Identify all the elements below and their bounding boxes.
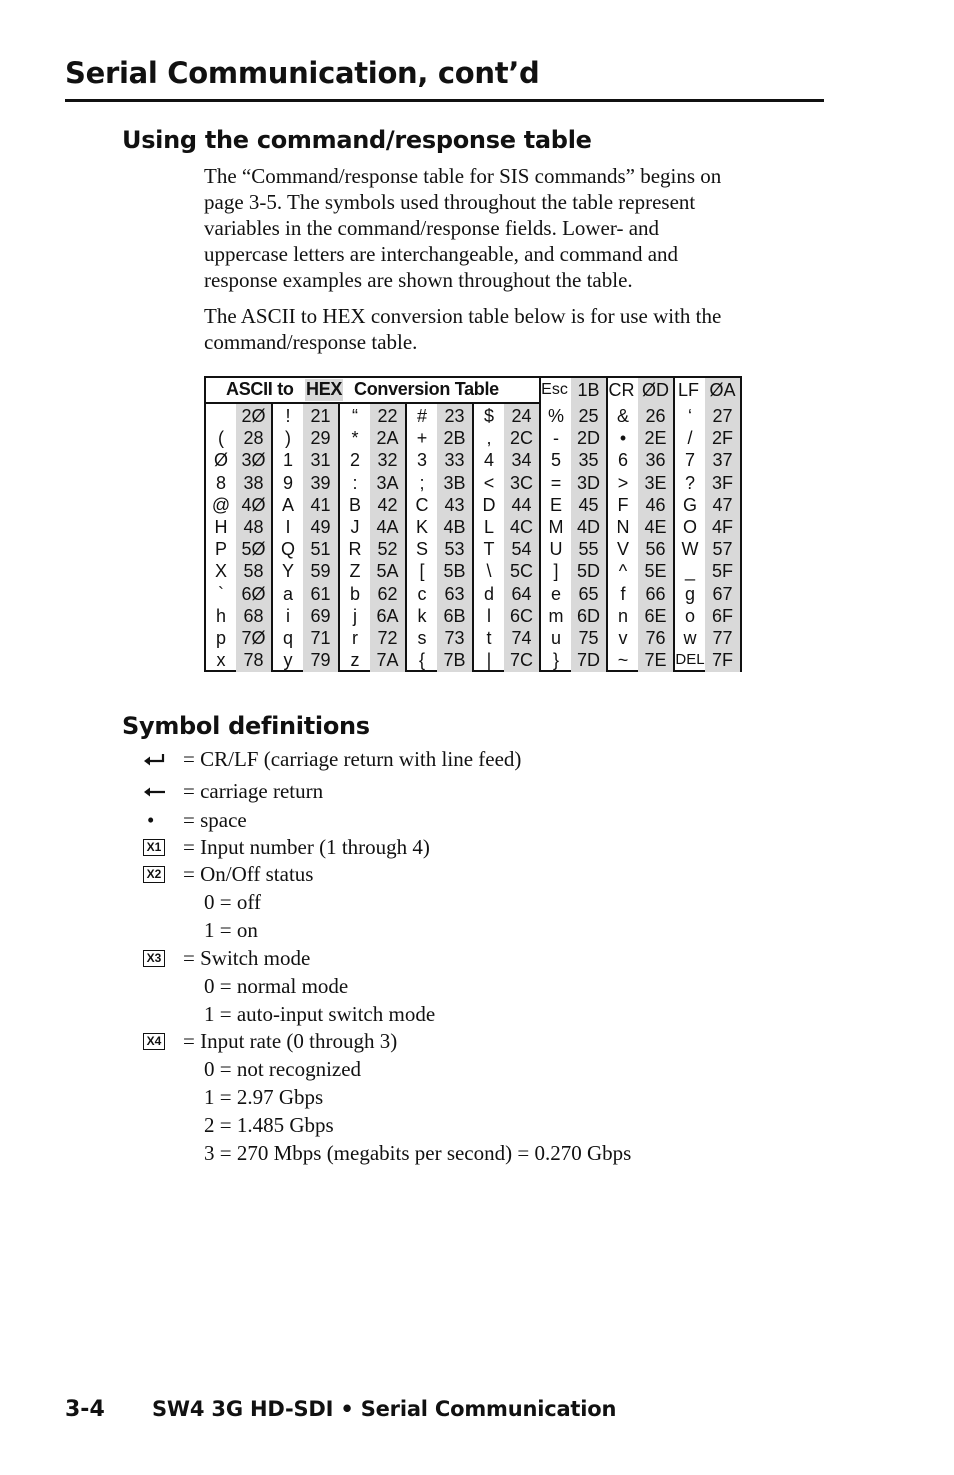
control-code-char: CR <box>608 380 635 400</box>
hex-value-cell: 4Ø <box>241 494 266 515</box>
hex-value-cell: 76 <box>645 628 666 648</box>
hex-value-cell: 31 <box>310 450 331 471</box>
hex-value-cell: 39 <box>310 472 331 493</box>
ascii-hex-table <box>204 376 742 672</box>
space-symbol: • <box>147 808 155 832</box>
hex-value-cell: 5E <box>644 561 667 582</box>
ascii-char-cell: O <box>682 517 697 537</box>
ascii-char-cell: P <box>214 539 227 560</box>
hex-value-cell: 59 <box>310 561 331 582</box>
hex-value-cell: 6F <box>711 605 733 626</box>
hex-value-cell: 67 <box>712 583 733 604</box>
ascii-char-cell: g <box>684 583 695 604</box>
hex-value-cell: 69 <box>310 605 331 626</box>
hex-value-cell: 44 <box>511 494 532 515</box>
ascii-char-cell: ( <box>218 428 224 449</box>
hex-value-cell: 5C <box>509 561 533 582</box>
ascii-char-cell: k <box>417 605 427 626</box>
x3-variable-box: X3 <box>143 950 165 967</box>
ascii-char-cell: h <box>215 605 226 626</box>
ascii-char-cell: n <box>617 605 628 626</box>
ascii-char-cell: c <box>417 583 427 604</box>
ascii-char-cell: E <box>549 494 562 515</box>
ascii-char-cell: v <box>618 628 628 648</box>
hex-value-cell: 57 <box>712 539 733 560</box>
ascii-char-cell: , <box>486 428 492 449</box>
text-line: The “Command/response table for SIS commands” begins on <box>204 164 722 188</box>
ascii-char-cell: ! <box>285 406 291 426</box>
hex-value-cell: 34 <box>511 450 532 471</box>
hex-value-cell: 77 <box>712 628 733 648</box>
x3-value: 0 = normal mode <box>204 974 349 998</box>
hex-value-cell: 54 <box>511 539 532 560</box>
ascii-char-cell: G <box>682 494 697 515</box>
hex-value-cell: 5D <box>576 561 600 582</box>
hex-value-cell: 32 <box>377 450 398 471</box>
ascii-char-cell: + <box>416 428 428 449</box>
carriage-return-icon <box>143 785 167 799</box>
ascii-char-cell: DEL <box>675 651 705 669</box>
x4-value: 2 = 1.485 Gbps <box>204 1113 334 1137</box>
ascii-char-cell: A <box>281 494 294 515</box>
ascii-char-cell: : <box>352 472 358 493</box>
hex-value-cell: 28 <box>243 428 264 449</box>
hex-value-cell: 7Ø <box>241 628 266 648</box>
hex-value-cell: 2E <box>644 428 667 449</box>
ascii-char-cell: [ <box>419 561 425 582</box>
ascii-char-cell: ] <box>553 561 559 582</box>
ascii-char-cell: b <box>349 583 360 604</box>
hex-value-cell: 33 <box>444 450 465 471</box>
ascii-char-cell: * <box>351 428 359 449</box>
hex-value-cell: 68 <box>243 605 264 626</box>
ascii-char-cell: K <box>415 517 428 537</box>
hex-value-cell: 24 <box>511 406 532 426</box>
hex-value-cell: 46 <box>645 494 666 515</box>
hex-value-cell: 6C <box>509 605 533 626</box>
hex-value-cell: 73 <box>444 628 465 648</box>
hex-value-cell: 2D <box>576 428 600 449</box>
x3-value: 1 = auto-input switch mode <box>204 1002 436 1026</box>
hex-value-cell: 7A <box>376 650 399 671</box>
ascii-char-cell: { <box>418 650 425 671</box>
section-heading-command-table: Using the command/response table <box>122 126 592 154</box>
hex-value-cell: 2B <box>443 428 466 449</box>
ascii-char-cell: } <box>552 650 559 671</box>
ascii-char-cell: - <box>553 428 559 449</box>
hex-value-cell: 41 <box>310 494 331 515</box>
hex-value-cell: 3C <box>509 472 533 493</box>
ascii-char-cell: W <box>681 539 699 560</box>
ascii-char-cell: “ <box>352 406 358 426</box>
hex-value-cell: 52 <box>377 539 398 560</box>
ascii-char-cell: B <box>348 494 361 515</box>
hex-value-cell: 3Ø <box>241 450 266 471</box>
ascii-char-cell: J <box>350 517 360 537</box>
header-conversion-table: Conversion Table <box>354 379 499 399</box>
x3-definition: = Switch mode <box>183 946 311 970</box>
ascii-char-cell: 7 <box>684 450 695 471</box>
control-code-char: LF <box>677 380 699 400</box>
hex-value-cell: 79 <box>310 650 331 671</box>
ascii-char-cell: d <box>483 583 494 604</box>
hex-value-cell: 2A <box>376 428 399 449</box>
ascii-char-cell: F <box>617 494 629 515</box>
hex-value-cell: 3A <box>376 472 399 493</box>
ascii-char-cell: ; <box>419 472 425 493</box>
hex-value-cell: 4A <box>376 517 399 537</box>
hex-value-cell: 21 <box>310 406 331 426</box>
ascii-char-cell: m <box>548 605 564 626</box>
hex-value-cell: 75 <box>578 628 599 648</box>
hex-value-cell: 7D <box>576 650 600 671</box>
x2-value: 0 = off <box>204 890 261 914</box>
ascii-char-cell: 4 <box>483 450 494 471</box>
ascii-char-cell: r <box>352 628 358 648</box>
x2-definition: = On/Off status <box>183 862 314 886</box>
hex-value-cell: 5F <box>711 561 733 582</box>
section-heading-symbols: Symbol definitions <box>122 712 370 740</box>
hex-value-cell: 51 <box>310 539 331 560</box>
crlf-definition: = CR/LF (carriage return with line feed) <box>183 747 522 771</box>
hex-value-cell: 66 <box>645 583 666 604</box>
ascii-char-cell: ` <box>218 583 224 604</box>
x4-definition: = Input rate (0 through 3) <box>183 1029 398 1053</box>
ascii-char-cell: < <box>483 472 495 493</box>
ascii-char-cell: ) <box>285 428 291 449</box>
hex-value-cell: 2C <box>509 428 533 449</box>
hex-value-cell: 78 <box>243 650 264 671</box>
control-code-hex: 1B <box>577 380 600 400</box>
hex-value-cell: 49 <box>310 517 331 537</box>
return-linefeed-icon <box>143 752 167 768</box>
ascii-char-cell: 6 <box>617 450 628 471</box>
hex-value-cell: 45 <box>578 494 599 515</box>
ascii-char-cell: # <box>416 406 427 426</box>
footer-document-title: SW4 3G HD-SDI • Serial Communication <box>152 1397 617 1421</box>
cr-definition: = carriage return <box>183 779 324 803</box>
control-code-char: Esc <box>541 381 568 398</box>
hex-value-cell: 47 <box>712 494 733 515</box>
ascii-char-cell: > <box>617 472 629 493</box>
ascii-char-cell: w <box>683 628 697 648</box>
ascii-char-cell: U <box>549 539 563 560</box>
ascii-char-cell: D <box>482 494 496 515</box>
hex-value-cell: 4B <box>443 517 466 537</box>
hex-value-cell: 7E <box>644 650 667 671</box>
ascii-char-cell: q <box>282 628 293 648</box>
ascii-char-cell: C <box>415 494 429 515</box>
ascii-char-cell: % <box>547 406 564 426</box>
x4-value: 1 = 2.97 Gbps <box>204 1085 324 1109</box>
header-ascii-to: ASCII to <box>226 379 294 399</box>
hex-value-cell: 7C <box>509 650 533 671</box>
ascii-char-cell: H <box>214 517 228 537</box>
x2-variable-box: X2 <box>143 866 165 883</box>
ascii-char-cell: t <box>486 628 492 648</box>
hex-value-cell: 48 <box>243 517 264 537</box>
hex-value-cell: 29 <box>310 428 331 449</box>
ascii-char-cell: 9 <box>282 472 293 493</box>
hex-value-cell: 64 <box>511 583 532 604</box>
hex-value-cell: 5B <box>443 561 466 582</box>
ascii-char-cell: = <box>550 472 562 493</box>
hex-value-cell: 6D <box>576 605 600 626</box>
ascii-char-cell: u <box>550 628 561 648</box>
ascii-char-cell: Q <box>280 539 295 560</box>
ascii-char-cell: ? <box>684 472 695 493</box>
intro-paragraph <box>204 163 814 293</box>
hex-value-cell: 65 <box>578 583 599 604</box>
ascii-char-cell: 2 <box>349 450 360 471</box>
hex-value-cell: 71 <box>310 628 331 648</box>
ascii-char-cell: & <box>616 406 629 426</box>
ascii-char-cell: | <box>486 650 492 671</box>
hex-value-cell: 6A <box>376 605 399 626</box>
ascii-char-cell: j <box>353 605 357 626</box>
table-header <box>206 378 540 404</box>
hex-value-cell: 2Ø <box>241 406 266 426</box>
ascii-char-cell: o <box>684 605 695 626</box>
ascii-char-cell: N <box>616 517 630 537</box>
hex-value-cell: 7F <box>711 650 733 671</box>
ascii-char-cell: p <box>215 628 226 648</box>
ascii-char-cell: \ <box>486 561 492 582</box>
x4-value: 3 = 270 Mbps (megabits per second) = 0.270 Gbps <box>204 1141 632 1165</box>
ascii-char-cell: a <box>282 583 293 604</box>
text-line: command/response table. <box>204 330 418 354</box>
ascii-char-cell: s <box>417 628 427 648</box>
hex-value-cell: 4E <box>644 517 667 537</box>
ascii-char-cell: y <box>283 650 293 671</box>
hex-value-cell: 6Ø <box>241 583 266 604</box>
ascii-char-cell: T <box>483 539 495 560</box>
ascii-char-cell: i <box>286 605 290 626</box>
text-line: variables in the command/response fields. Lower- and <box>204 216 660 240</box>
hex-value-cell: 6E <box>644 605 667 626</box>
text-line: response examples are shown throughout the table. <box>204 268 633 292</box>
hex-value-cell: 72 <box>377 628 398 648</box>
hex-value-cell: 55 <box>578 539 599 560</box>
ascii-char-cell: M <box>548 517 564 537</box>
ascii-char-cell: 8 <box>215 472 226 493</box>
control-code-hex: ØA <box>709 380 736 400</box>
ascii-char-cell: X <box>214 561 227 582</box>
text-line: The ASCII to HEX conversion table below is for use with the <box>204 304 722 328</box>
ascii-char-cell: e <box>550 583 561 604</box>
hex-value-cell: 23 <box>444 406 465 426</box>
space-definition: = space <box>183 808 247 832</box>
page-title: Serial Communication, cont’d <box>65 56 540 90</box>
hex-value-cell: 4F <box>711 517 733 537</box>
hex-value-cell: 27 <box>712 406 733 426</box>
hex-value-cell: 4D <box>576 517 600 537</box>
x1-variable-box: X1 <box>143 839 165 856</box>
header-hex: HEX <box>306 379 343 399</box>
hex-value-cell: 3E <box>644 472 667 493</box>
page-number: 3-4 <box>65 1397 105 1422</box>
hex-value-cell: 58 <box>243 561 264 582</box>
x1-definition: = Input number (1 through 4) <box>183 835 430 859</box>
hex-value-cell: 37 <box>712 450 733 471</box>
ascii-char-cell: • <box>619 428 627 449</box>
title-rule <box>65 99 824 102</box>
control-code-hex: ØD <box>642 380 669 400</box>
hex-value-cell: 63 <box>444 583 465 604</box>
text-line: page 3-5. The symbols used throughout the table represent <box>204 190 696 214</box>
hex-value-cell: 38 <box>243 472 264 493</box>
ascii-char-cell: x <box>216 650 226 671</box>
x4-variable-box: X4 <box>143 1033 165 1050</box>
ascii-char-cell: 5 <box>550 450 561 471</box>
ascii-char-cell: Ø <box>213 450 228 471</box>
hex-value-cell: 43 <box>444 494 465 515</box>
ascii-intro-paragraph <box>204 303 814 355</box>
ascii-char-cell: S <box>415 539 428 560</box>
hex-value-cell: 3D <box>576 472 600 493</box>
ascii-char-cell: ‘ <box>688 406 692 426</box>
hex-value-cell: 3B <box>443 472 466 493</box>
x4-value: 0 = not recognized <box>204 1057 362 1081</box>
hex-value-cell: 22 <box>377 406 398 426</box>
ascii-char-cell: f <box>620 583 626 604</box>
hex-value-cell: 53 <box>444 539 465 560</box>
hex-value-cell: 61 <box>310 583 331 604</box>
ascii-char-cell: Y <box>281 561 294 582</box>
ascii-char-cell: I <box>285 517 291 537</box>
ascii-char-cell: $ <box>483 406 494 426</box>
hex-value-cell: 5A <box>376 561 399 582</box>
ascii-char-cell: V <box>616 539 629 560</box>
ascii-char-cell: R <box>348 539 362 560</box>
hex-value-cell: 74 <box>511 628 532 648</box>
hex-value-cell: 36 <box>645 450 666 471</box>
ascii-char-cell: ~ <box>617 650 629 671</box>
ascii-char-cell: L <box>483 517 494 537</box>
hex-value-cell: 7B <box>443 650 466 671</box>
ascii-char-cell: @ <box>211 494 231 515</box>
text-line: uppercase letters are interchangeable, and command and <box>204 242 679 266</box>
hex-value-cell: 6B <box>443 605 466 626</box>
x2-value: 1 = on <box>204 918 258 942</box>
ascii-char-cell: 3 <box>416 450 427 471</box>
hex-value-cell: 25 <box>578 406 599 426</box>
ascii-char-cell: ^ <box>618 561 628 582</box>
ascii-char-cell: l <box>487 605 491 626</box>
hex-value-cell: 42 <box>377 494 398 515</box>
hex-value-cell: 26 <box>645 406 666 426</box>
ascii-char-cell: Z <box>349 561 361 582</box>
hex-value-cell: 56 <box>645 539 666 560</box>
hex-value-cell: 4C <box>509 517 533 537</box>
hex-value-cell: 3F <box>711 472 733 493</box>
hex-value-cell: 35 <box>578 450 599 471</box>
hex-value-cell: 5Ø <box>241 539 266 560</box>
hex-value-cell: 2F <box>711 428 733 449</box>
hex-value-cell: 62 <box>377 583 398 604</box>
ascii-char-cell: / <box>687 428 693 449</box>
ascii-char-cell: z <box>350 650 360 671</box>
ascii-char-cell: 1 <box>282 450 293 471</box>
ascii-char-cell <box>206 405 236 427</box>
ascii-char-cell: _ <box>684 561 695 582</box>
